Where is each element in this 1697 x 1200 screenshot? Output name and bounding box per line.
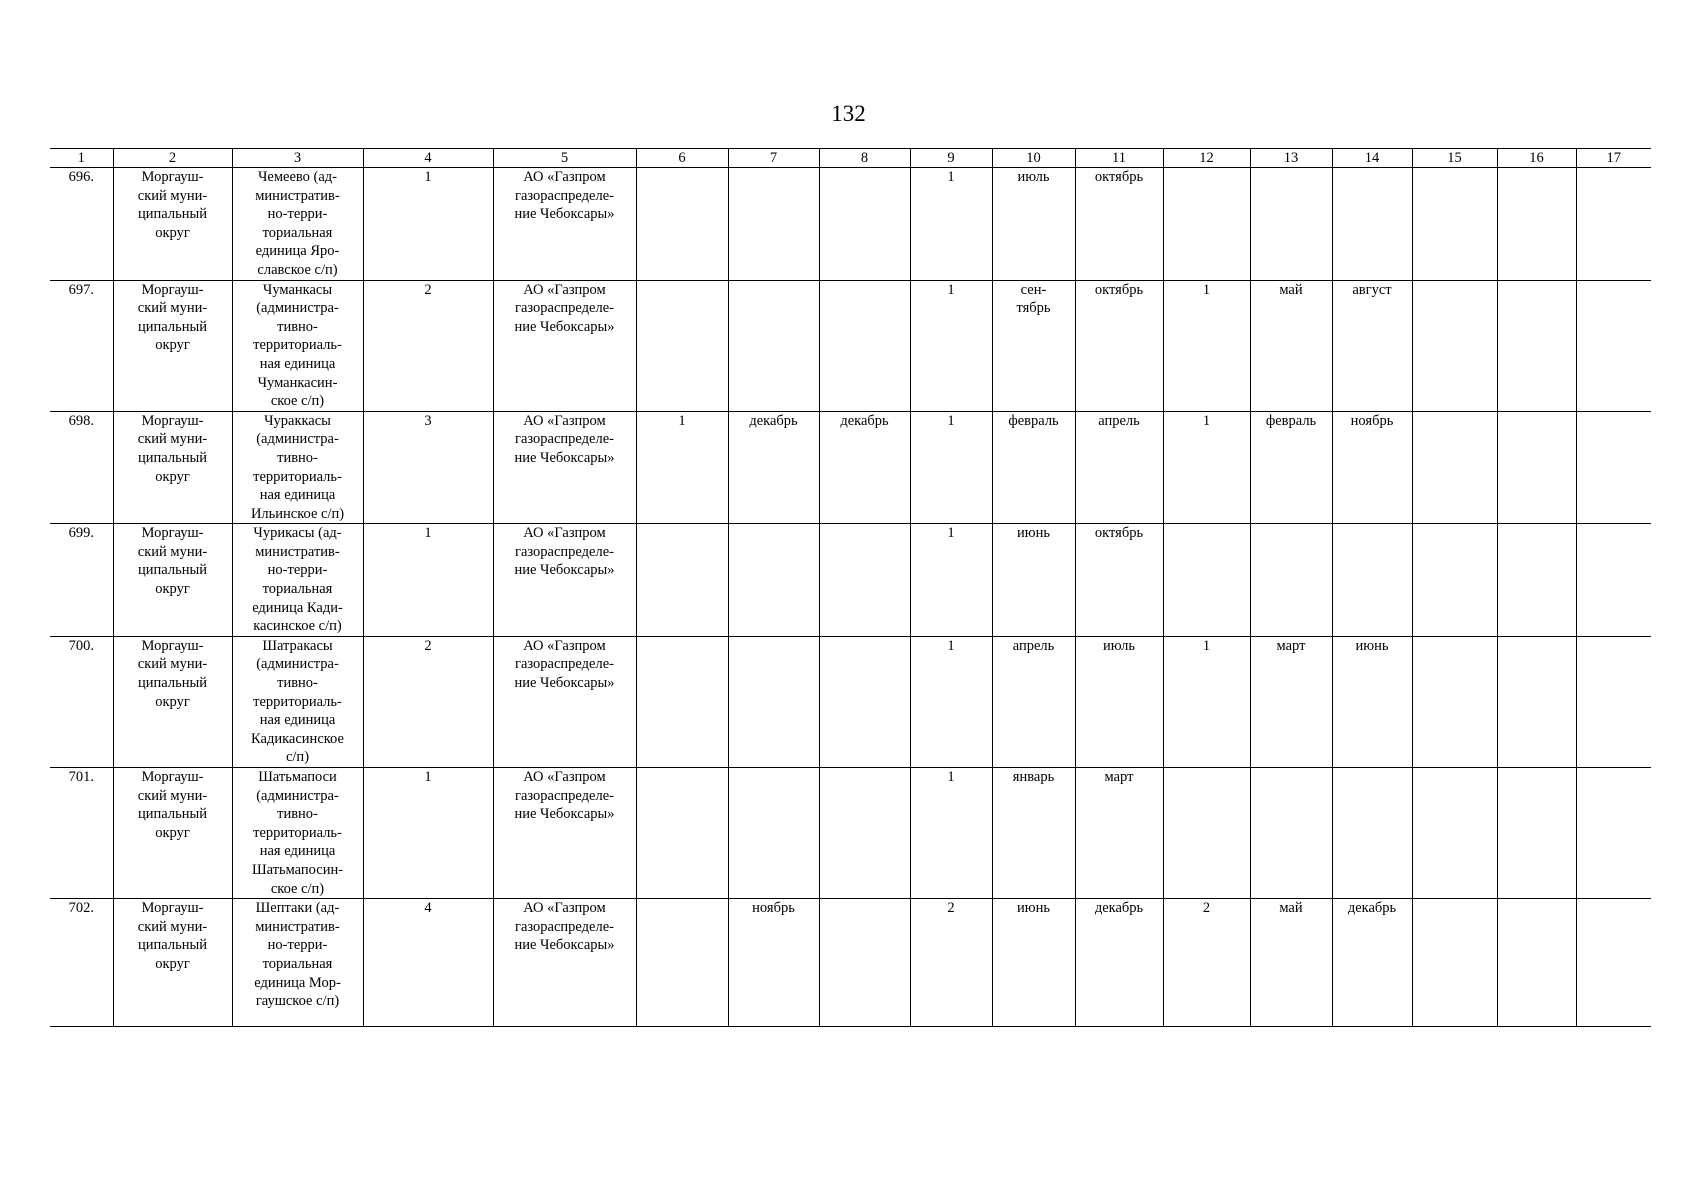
table-cell: 1 (636, 411, 728, 524)
organization-cell: АО «Газпром газораспределе- ние Чебоксары» (493, 524, 636, 637)
table-cell: 1 (363, 168, 493, 281)
table-cell: июнь (1332, 636, 1412, 767)
column-header: 7 (728, 149, 819, 168)
row-number-cell: 702. (50, 899, 113, 1027)
column-header: 9 (910, 149, 992, 168)
header-row (50, 149, 1651, 168)
organization-cell: АО «Газпром газораспределе- ние Чебоксары» (493, 768, 636, 899)
district-cell: Моргауш- ский муни- ципальный округ (113, 636, 232, 767)
table-cell (819, 524, 910, 637)
table-cell: 4 (363, 899, 493, 1027)
table-cell: июнь (992, 899, 1075, 1027)
column-header: 1 (50, 149, 113, 168)
table-cell (1163, 524, 1250, 637)
table-cell: июнь (992, 524, 1075, 637)
table-cell: 1 (1163, 636, 1250, 767)
table-cell (1412, 280, 1497, 411)
table-cell: 2 (363, 280, 493, 411)
table-cell (1250, 524, 1332, 637)
settlement-cell: Шатракасы (администра- тивно- территориаль- ная единица Кадикасинское с/п) (232, 636, 363, 767)
table-cell: 2 (910, 899, 992, 1027)
column-header: 5 (493, 149, 636, 168)
table-cell (1250, 768, 1332, 899)
table-cell (1497, 636, 1576, 767)
table-cell: октябрь (1075, 524, 1163, 637)
table-cell: ноябрь (728, 899, 819, 1027)
row-number-cell: 700. (50, 636, 113, 767)
table-cell (636, 636, 728, 767)
table-cell: ноябрь (1332, 411, 1412, 524)
table-cell: октябрь (1075, 168, 1163, 281)
table-cell (1576, 524, 1651, 637)
table-cell (1497, 524, 1576, 637)
table-cell: март (1075, 768, 1163, 899)
table-cell (1412, 168, 1497, 281)
table-cell (819, 899, 910, 1027)
table-cell (728, 168, 819, 281)
table-row (50, 899, 1651, 1027)
column-header: 16 (1497, 149, 1576, 168)
table-cell (1412, 636, 1497, 767)
table-cell: апрель (992, 636, 1075, 767)
table-cell (1163, 768, 1250, 899)
table-cell: 3 (363, 411, 493, 524)
table-cell (636, 280, 728, 411)
table-cell (636, 524, 728, 637)
table-cell: май (1250, 280, 1332, 411)
row-number-cell: 698. (50, 411, 113, 524)
table-cell (728, 636, 819, 767)
settlement-cell: Чемеево (ад- министратив- но-терри- ториальная единица Яро- славское с/п) (232, 168, 363, 281)
settlement-cell: Шатьмапоси (администра- тивно- территориаль- ная единица Шатьмапосин- ское с/п) (232, 768, 363, 899)
data-table (50, 148, 1651, 1027)
row-number-cell: 701. (50, 768, 113, 899)
table-cell (1497, 768, 1576, 899)
table-cell: февраль (1250, 411, 1332, 524)
table-row (50, 768, 1651, 899)
table-cell (1576, 168, 1651, 281)
table-cell: 1 (910, 768, 992, 899)
table-cell (1576, 899, 1651, 1027)
table-cell: декабрь (1332, 899, 1412, 1027)
table-row (50, 168, 1651, 281)
table-cell: апрель (1075, 411, 1163, 524)
table-cell (1412, 411, 1497, 524)
table-cell (636, 899, 728, 1027)
table-cell (1497, 899, 1576, 1027)
table-cell (819, 280, 910, 411)
table-cell (636, 768, 728, 899)
table-cell: октябрь (1075, 280, 1163, 411)
table-cell (1497, 168, 1576, 281)
district-cell: Моргауш- ский муни- ципальный округ (113, 280, 232, 411)
column-header: 3 (232, 149, 363, 168)
table-cell (1332, 768, 1412, 899)
organization-cell: АО «Газпром газораспределе- ние Чебоксары» (493, 280, 636, 411)
table-cell (1576, 280, 1651, 411)
organization-cell: АО «Газпром газораспределе- ние Чебоксары» (493, 168, 636, 281)
table-row (50, 280, 1651, 411)
table-cell: декабрь (728, 411, 819, 524)
settlement-cell: Чурикасы (ад- министратив- но-терри- ториальная единица Кади- касинское с/п) (232, 524, 363, 637)
district-cell: Моргауш- ский муни- ципальный округ (113, 768, 232, 899)
table-cell (1163, 168, 1250, 281)
column-header: 15 (1412, 149, 1497, 168)
table-cell: август (1332, 280, 1412, 411)
table-cell: июль (1075, 636, 1163, 767)
district-cell: Моргауш- ский муни- ципальный округ (113, 899, 232, 1027)
column-header: 6 (636, 149, 728, 168)
table-cell: 1 (363, 524, 493, 637)
district-cell: Моргауш- ский муни- ципальный округ (113, 168, 232, 281)
table-cell: 1 (910, 411, 992, 524)
table-row (50, 411, 1651, 524)
row-number-cell: 697. (50, 280, 113, 411)
table-cell: 1 (1163, 411, 1250, 524)
table-cell: 1 (910, 524, 992, 637)
column-header: 4 (363, 149, 493, 168)
column-header: 8 (819, 149, 910, 168)
table-cell: сен- тябрь (992, 280, 1075, 411)
row-number-cell: 696. (50, 168, 113, 281)
organization-cell: АО «Газпром газораспределе- ние Чебоксары» (493, 636, 636, 767)
table-cell (728, 768, 819, 899)
table-cell (1412, 524, 1497, 637)
table-cell: май (1250, 899, 1332, 1027)
organization-cell: АО «Газпром газораспределе- ние Чебоксары» (493, 411, 636, 524)
table-row (50, 636, 1651, 767)
column-header: 10 (992, 149, 1075, 168)
table-cell: 1 (363, 768, 493, 899)
table-cell (1332, 524, 1412, 637)
page-number: 132 (831, 101, 866, 126)
column-header: 12 (1163, 149, 1250, 168)
table-cell (1576, 636, 1651, 767)
table-cell (819, 768, 910, 899)
column-header: 2 (113, 149, 232, 168)
district-cell: Моргауш- ский муни- ципальный округ (113, 524, 232, 637)
table-cell (728, 524, 819, 637)
table-row (50, 524, 1651, 637)
table-cell (1576, 411, 1651, 524)
table-cell (819, 168, 910, 281)
table-cell: 2 (1163, 899, 1250, 1027)
table-cell (1250, 168, 1332, 281)
settlement-cell: Шептаки (ад- министратив- но-терри- ториальная единица Мор- гаушское с/п) (232, 899, 363, 1027)
table-cell (1576, 768, 1651, 899)
settlement-cell: Чуманкасы (администра- тивно- территориаль- ная единица Чуманкасин- ское с/п) (232, 280, 363, 411)
table-cell: 2 (363, 636, 493, 767)
table-cell (1497, 280, 1576, 411)
table-cell (636, 168, 728, 281)
column-header: 11 (1075, 149, 1163, 168)
table-cell: декабрь (1075, 899, 1163, 1027)
row-number-cell: 699. (50, 524, 113, 637)
table-cell: февраль (992, 411, 1075, 524)
table-cell (1412, 768, 1497, 899)
table-cell (1497, 411, 1576, 524)
table-cell: март (1250, 636, 1332, 767)
table-cell: 1 (910, 280, 992, 411)
table-cell: январь (992, 768, 1075, 899)
table-cell: декабрь (819, 411, 910, 524)
table-cell (1332, 168, 1412, 281)
settlement-cell: Чураккасы (администра- тивно- территориаль- ная единица Ильинское с/п) (232, 411, 363, 524)
table-cell (819, 636, 910, 767)
table-cell: июль (992, 168, 1075, 281)
table-cell: 1 (1163, 280, 1250, 411)
table-cell: 1 (910, 636, 992, 767)
column-header: 13 (1250, 149, 1332, 168)
organization-cell: АО «Газпром газораспределе- ние Чебоксары» (493, 899, 636, 1027)
column-header: 17 (1576, 149, 1651, 168)
table-cell (1412, 899, 1497, 1027)
district-cell: Моргауш- ский муни- ципальный округ (113, 411, 232, 524)
table-cell (728, 280, 819, 411)
column-header: 14 (1332, 149, 1412, 168)
table-cell: 1 (910, 168, 992, 281)
